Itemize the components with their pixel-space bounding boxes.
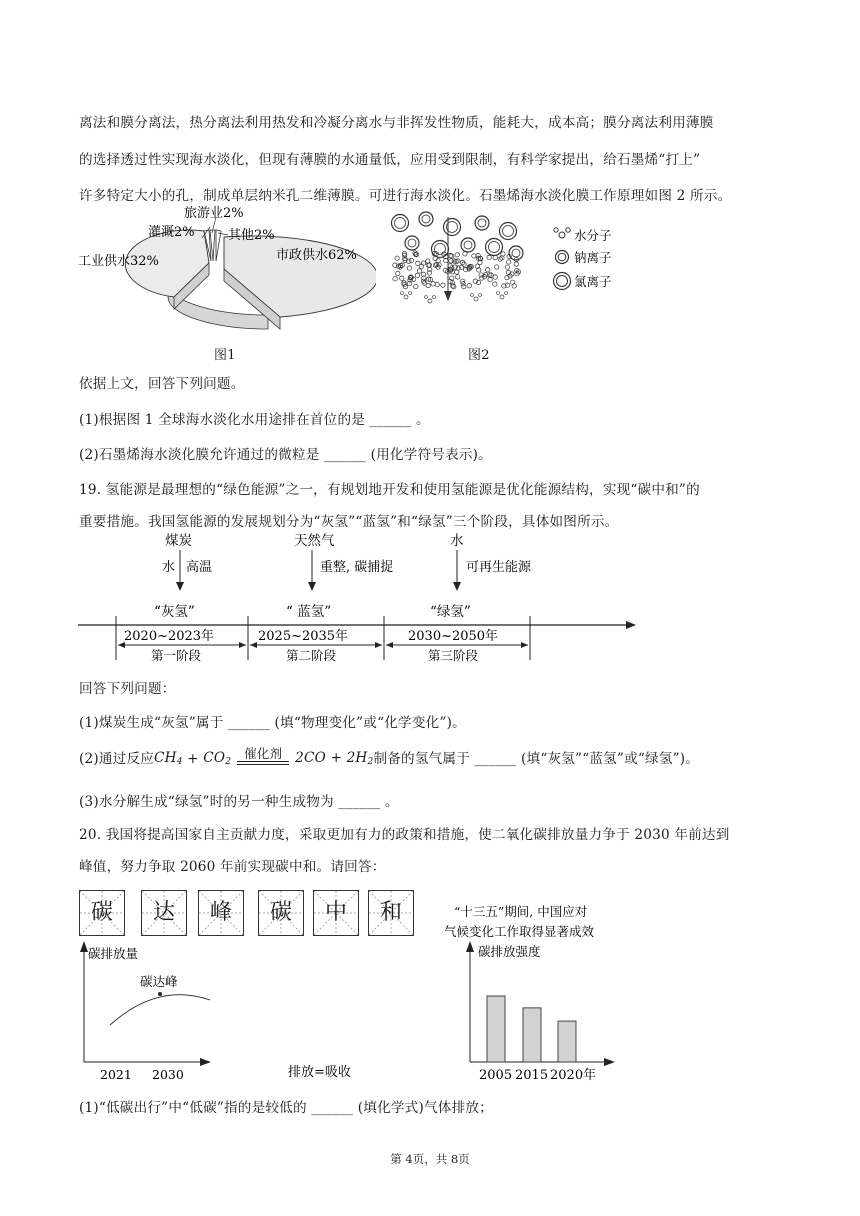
character-box [368,890,414,936]
sodium-ion-icon [556,251,569,264]
q2-prefix: (2)通过反应 [79,751,155,767]
curve-peak-label: 碳达峰 [140,974,178,989]
stage2-years: 2025~2035年 [258,629,349,644]
reactant-ch4: $CH_4$ [154,750,183,767]
q18-lead: 依据上文，回答下列问题。 [79,376,245,392]
peak-point [158,992,162,996]
fig2-membrane-diagram [390,205,650,315]
bar-label-2015: 2015 [515,1068,549,1082]
q2-suffix: 制备的氢气属于 ______ (填“灰氢”“蓝氢”或“绿氢”)。 [373,751,700,767]
carbon-intensity-bar-chart [440,902,670,1082]
hydrogen-timeline [76,528,646,668]
character-box [79,890,125,936]
character-box-text: 中 [324,900,347,925]
bar-label-2005: 2005 [479,1068,513,1082]
q18-question-2: (2)石墨烯海水淡化膜允许通过的微粒是 ______ (用化学符号表示)。 [79,447,492,463]
emission-curve [110,995,210,1025]
pie-label-tourism: 旅游业2% [184,206,244,221]
q19-text-2: 重要措施。我国氢能源的发展规划分为“灰氢”“蓝氢”和“绿氢”三个阶段，具体如图所示。 [79,514,619,530]
character-box-text: 碳 [90,900,113,925]
legend-chloride: 氯离子 [574,274,612,289]
curve-x-2030: 2030 [152,1067,184,1082]
q18-question-1: (1)根据图 1 全球海水淡化水用途排在首位的是 ______ 。 [79,412,430,428]
q19-question-1: (1)煤炭生成“灰氢”属于 ______ (填“物理变化”或“化学变化”)。 [79,715,466,731]
q20-text-1: 20. 我国将提高国家自主贡献力度，采取更加有力的政策和措施，使二氧化碳排放量力争于 2030 年前达到 [79,827,730,843]
q19-question-2 [79,747,699,767]
bar-2005 [487,996,505,1062]
bar-title-line2: 气候变化工作取得显著成效 [444,924,595,939]
carbon-emission-curve [76,938,376,1083]
character-box-text: 碳 [269,900,292,925]
character-box [313,890,359,936]
bar-label-2020年: 2020年 [550,1068,597,1082]
character-box-text: 峰 [209,900,232,925]
curve-x-2021: 2021 [100,1067,132,1082]
water-molecule-icon [554,228,570,238]
stage1-years: 2020~2023年 [124,629,215,644]
character-box [198,890,244,936]
legend-water: 水分子 [574,228,612,243]
bar-2020年 [558,1021,576,1062]
pie-slice-other [216,230,221,261]
reactant-co2: $CO_2$ [203,750,232,767]
intro-line-3: 许多特定大小的孔，制成单层纳米孔二维薄膜。可进行海水淡化。石墨烯海水淡化膜工作原理如图 2 所示。 [79,188,732,204]
character-box [258,890,304,936]
curve-note: 排放=吸收 [288,1065,351,1080]
pie-label-industrial: 工业供水32% [78,254,159,269]
plus-sign: + [182,751,204,767]
stage1-source: 煤炭 [165,533,192,549]
stage2-source: 天然气 [294,533,335,549]
q19-lead: 回答下列问题： [79,681,176,697]
q19-text-1: 19. 氢能源是最理想的“绿色能源”之一，有规划地开发和使用氢能源是优化能源结构，实现“碳中和”的 [79,482,700,498]
legend-sodium: 钠离子 [574,250,612,265]
character-box [141,890,187,936]
bar-title-line1: “十三五”期间, 中国应对 [454,904,588,919]
pie-label-municipal: 市政供水62% [276,248,357,263]
fig2-caption: 图2 [468,348,490,363]
intro-line-2: 的选择透过性实现海水淡化，但现有薄膜的水通量低，应用受到限制，有科学家提出，给石墨烯“打上” [79,152,701,168]
intro-line-1: 离法和膜分离法，热分离法利用热发和冷凝分离水与非挥发性物质，能耗大，成本高；膜分离法利用薄膜 [79,115,714,131]
stage3-source: 水 [450,533,464,549]
bar-2015 [523,1008,541,1062]
stage1-name: “灰氢” [154,604,195,620]
stage3-years: 2030~2050年 [408,629,499,644]
page-footer: 第 4页，共 8页 [390,1152,470,1166]
pie-label-other: 其他2% [228,228,275,243]
curve-ylabel: 碳排放量 [88,946,139,961]
bar-ylabel: 碳排放强度 [478,944,541,959]
q20-text-2: 峰值，努力争取 2060 年前实现碳中和。请回答： [79,859,386,875]
chloride-ion-icon [554,273,571,290]
stage2-process: 重整, 碳捕捉 [320,560,394,575]
stage3-phase: 第三阶段 [428,648,479,663]
q19-question-3: (3)水分解生成“绿氢”时的另一种生成物为 ______ 。 [79,794,399,810]
q20-question-1: (1)“低碳出行”中“低碳”指的是较低的 ______ (填化学式)气体排放； [79,1100,493,1116]
stage1-phase: 第一阶段 [151,648,202,663]
stage2-name: “ 蓝氢” [286,604,332,620]
fig1-pie-chart [76,203,376,363]
character-box-text: 和 [379,900,402,925]
stage2-phase: 第二阶段 [286,648,337,663]
stage1-process2: 高温 [186,560,213,575]
fig1-caption: 图1 [214,348,236,363]
character-box-text: 达 [152,900,175,925]
pie-label-irrigation: 灌溉2% [148,225,195,240]
stage3-name: “绿氢” [430,604,471,620]
stage3-process: 可再生能源 [466,560,532,575]
catalyst-condition: 催化剂 [237,747,289,765]
stage1-process1: 水 [162,560,176,575]
product-co-h2: $2CO + 2H_2$ [295,750,374,767]
